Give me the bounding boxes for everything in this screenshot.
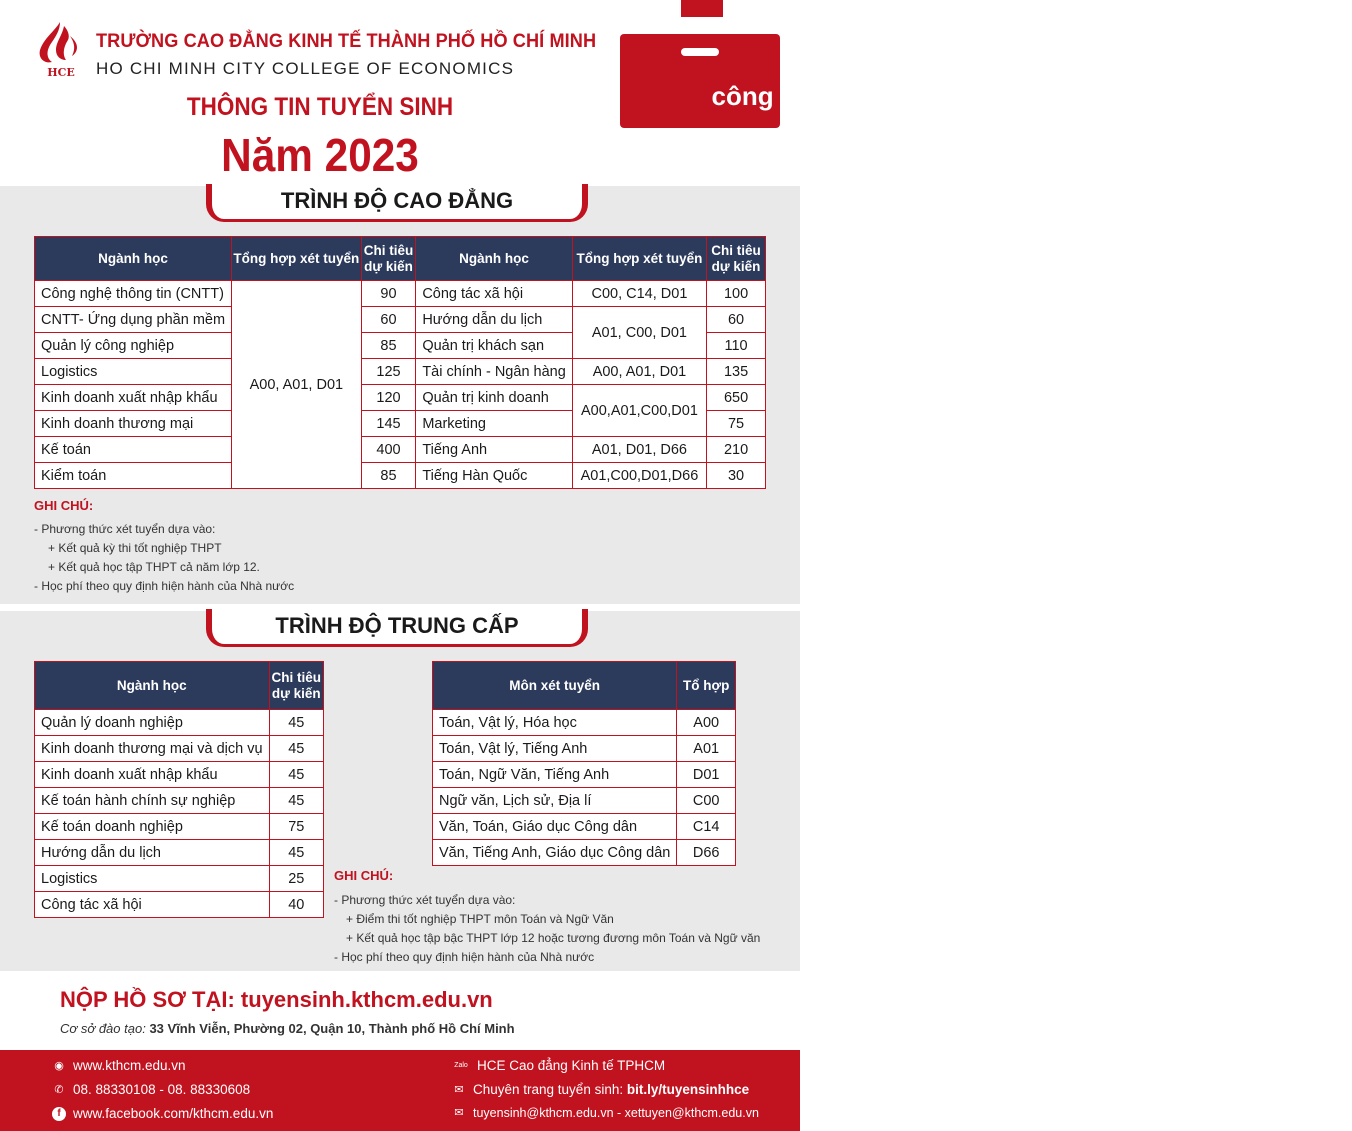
table-row [433,788,736,814]
major-cell: Quản trị kinh doanh [416,385,572,411]
globe-icon: ◉ [54,1059,64,1072]
intermediate-majors-table [34,661,324,918]
admission-year: Năm 2023 [221,129,419,181]
quota-cell: 650 [707,385,766,411]
address-value: 33 Vĩnh Viễn, Phường 02, Quận 10, Thành phố Hồ Chí Minh [149,1021,515,1036]
col-combo: Tổng hợp xét tuyển [572,237,706,281]
table-row [35,463,766,489]
quota-cell: 45 [269,710,323,736]
quota-cell: 90 [361,281,416,307]
table-row [35,892,324,918]
subjects-cell: Toán, Vật lý, Tiếng Anh [433,736,677,762]
table-row [35,736,324,762]
campus-address [60,1021,515,1036]
college-note-line: + Kết quả học tập THPT cả năm lớp 12. [48,560,260,574]
combo-cell: A01,C00,D01,D66 [572,463,706,489]
quota-cell: 75 [269,814,323,840]
table-row [433,736,736,762]
intermediate-note-line: - Phương thức xét tuyển dựa vào: [334,893,516,907]
combo-cell: A00, A01, D01 [572,359,706,385]
combo-cell: A01, D01, D66 [572,437,706,463]
phone-text: 08. 88330108 - 08. 88330608 [73,1082,251,1097]
subjects-cell: Ngữ văn, Lịch sử, Địa lí [433,788,677,814]
college-logo [30,18,92,80]
quota-cell: 45 [269,762,323,788]
subjects-cell: Toán, Vật lý, Hóa học [433,710,677,736]
major-cell: Tiếng Hàn Quốc [416,463,572,489]
zalo-icon: Zalo [454,1061,468,1069]
code-cell: C14 [677,814,736,840]
table-row [35,437,766,463]
college-table [34,236,766,489]
quota-cell: 25 [269,866,323,892]
quota-cell: 60 [361,307,416,333]
address-label: Cơ sở đào tạo: [60,1021,146,1036]
quota-cell: 45 [269,840,323,866]
badge-line1: Trường [939,49,1033,79]
school-name-vn: TRƯỜNG CAO ĐẲNG KINH TẾ THÀNH PHỐ HỒ CHÍ MINH [96,30,597,52]
badge-line2: công lập [711,81,819,111]
table-row [433,840,736,866]
quota-cell: 85 [361,463,416,489]
major-cell: Kinh doanh thương mại [35,411,232,437]
major-cell: Marketing [416,411,572,437]
major-cell: Kiểm toán [35,463,232,489]
col-subjects: Môn xét tuyển [433,662,677,710]
major-cell: Công nghệ thông tin (CNTT) [35,281,232,307]
quota-cell: 45 [269,736,323,762]
code-cell: C00 [677,788,736,814]
college-section-title: TRÌNH ĐỘ CAO ĐẲNG [206,184,588,222]
footer-admission-page[interactable] [452,1082,749,1097]
school-name-en: HO CHI MINH CITY COLLEGE OF ECONOMICS [96,59,515,78]
footer-zalo[interactable] [452,1058,665,1073]
combo-cell: A00, A01, D01 [232,281,362,489]
major-cell: Tiếng Anh [416,437,572,463]
table-header-row [433,662,736,710]
major-cell: Hướng dẫn du lịch [35,840,270,866]
combo-cell: A01, C00, D01 [572,307,706,359]
quota-cell: 45 [269,788,323,814]
major-cell: Quản trị khách sạn [416,333,572,359]
code-cell: D01 [677,762,736,788]
major-cell: Tài chính - Ngân hàng [416,359,572,385]
quota-cell: 400 [361,437,416,463]
quota-cell: 30 [707,463,766,489]
quota-cell: 135 [707,359,766,385]
table-row [35,359,766,385]
subjects-cell: Văn, Tiếng Anh, Giáo dục Công dân [433,840,677,866]
table-row [35,762,324,788]
page-link[interactable]: bit.ly/tuyensinhhce [626,1082,750,1097]
badge-hanger [681,0,723,17]
table-header-row [35,237,766,281]
table-row [433,710,736,736]
college-notes-heading: GHI CHÚ: [34,498,94,513]
subject-combos-table [432,661,736,866]
footer-website[interactable] [52,1058,186,1073]
college-note-line: + Kết quả kỳ thi tốt nghiệp THPT [48,541,222,555]
footer-emails[interactable] [452,1106,759,1120]
admission-title: THÔNG TIN TUYỂN SINH [186,93,454,121]
table-row [35,814,324,840]
major-cell: Kinh doanh xuất nhập khẩu [35,385,232,411]
major-cell: Quản lý doanh nghiệp [35,710,270,736]
facebook-text: www.facebook.com/kthcm.edu.vn [73,1106,274,1121]
combo-cell: C00, C14, D01 [572,281,706,307]
zalo-text: HCE Cao đẳng Kinh tế TPHCM [477,1058,666,1073]
quota-cell: 40 [269,892,323,918]
table-row [35,788,324,814]
col-quota: Chi tiêu dự kiến [707,237,766,281]
phone-icon: ✆ [54,1083,64,1096]
code-cell: A01 [677,736,736,762]
quota-cell: 75 [707,411,766,437]
intermediate-notes-heading: GHI CHÚ: [334,868,394,883]
website-text: www.kthcm.edu.vn [73,1058,186,1073]
logo-text: HCE [47,66,75,79]
table-row [35,840,324,866]
quota-cell: 85 [361,333,416,359]
col-combo: Tổng hợp xét tuyển [232,237,362,281]
quota-cell: 110 [707,333,766,359]
major-cell: Kinh doanh xuất nhập khẩu [35,762,270,788]
major-cell: Logistics [35,359,232,385]
mail-icon: ✉ [454,1107,464,1119]
col-quota: Chi tiêu dự kiến [361,237,416,281]
footer-facebook[interactable] [52,1106,273,1121]
quota-cell: 60 [707,307,766,333]
quota-cell: 210 [707,437,766,463]
intermediate-section-title: TRÌNH ĐỘ TRUNG CẤP [206,609,588,647]
quota-cell: 125 [361,359,416,385]
quota-cell: 120 [361,385,416,411]
chat-icon: ✉ [454,1083,464,1096]
major-cell: Kế toán doanh nghiệp [35,814,270,840]
intermediate-note-line: + Điểm thi tốt nghiệp THPT môn Toán và Ngữ Văn [346,912,614,926]
emails-text: tuyensinh@kthcm.edu.vn - xettuyen@kthcm.edu.vn [473,1106,759,1120]
table-row [35,307,766,333]
public-school-badge [620,34,1033,128]
major-cell: Hướng dẫn du lịch [416,307,572,333]
col-quota: Chi tiêu dự kiến [269,662,323,710]
subjects-cell: Văn, Toán, Giáo dục Công dân [433,814,677,840]
college-note-line: - Phương thức xét tuyển dựa vào: [34,522,216,536]
college-note-line: - Học phí theo quy định hiện hành của Nhà nước [34,579,295,593]
table-row [35,281,766,307]
major-cell: CNTT- Ứng dụng phần mềm [35,307,232,333]
table-row [35,385,766,411]
intermediate-note-line: - Học phí theo quy định hiện hành của Nhà nước [334,950,595,964]
subjects-cell: Toán, Ngữ Văn, Tiếng Anh [433,762,677,788]
page-label: Chuyên trang tuyển sinh: [473,1082,624,1097]
col-major: Ngành học [35,662,270,710]
table-row [433,762,736,788]
badge-hole [681,48,719,56]
intermediate-note-line: + Kết quả học tập bậc THPT lớp 12 hoặc tương đương môn Toán và Ngữ văn [346,931,761,945]
major-cell: Logistics [35,866,270,892]
quota-cell: 145 [361,411,416,437]
major-cell: Công tác xã hội [416,281,572,307]
table-header-row [35,662,324,710]
table-row [35,866,324,892]
table-row [35,710,324,736]
major-cell: Công tác xã hội [35,892,270,918]
quota-cell: 100 [707,281,766,307]
code-cell: A00 [677,710,736,736]
submission-label: NỘP HỒ SƠ TẠI: tuyensinh.kthcm.edu.vn [60,987,493,1012]
major-cell: Quản lý công nghiệp [35,333,232,359]
combo-cell: A00,A01,C00,D01 [572,385,706,437]
major-cell: Kế toán [35,437,232,463]
major-cell: Kinh doanh thương mại và dịch vụ [35,736,270,762]
code-cell: D66 [677,840,736,866]
col-major: Ngành học [35,237,232,281]
major-cell: Kế toán hành chính sự nghiệp [35,788,270,814]
footer-phone[interactable] [52,1082,250,1097]
table-row [433,814,736,840]
facebook-icon: f [52,1107,66,1121]
col-major: Ngành học [416,237,572,281]
col-group: Tổ hợp [677,662,736,710]
